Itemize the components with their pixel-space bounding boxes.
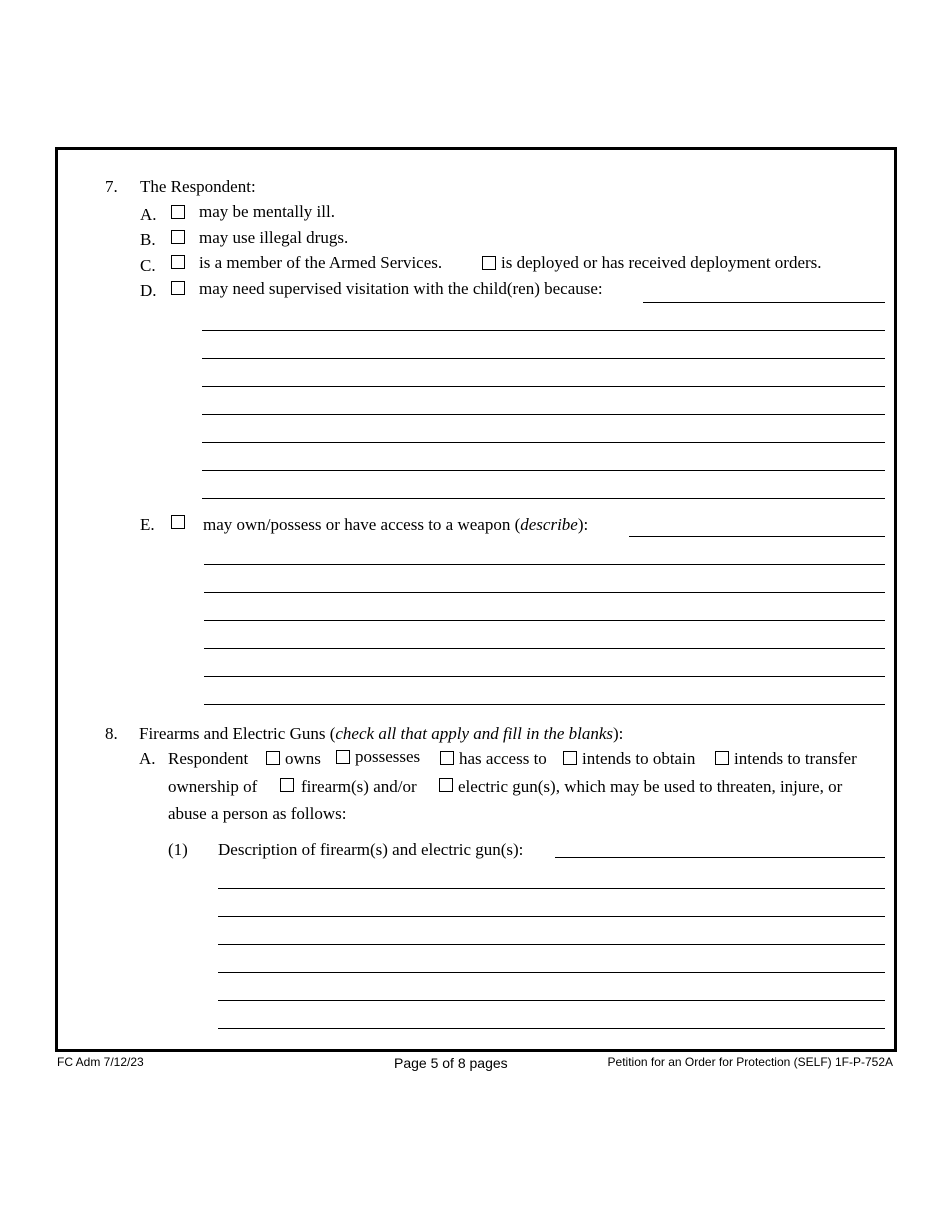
item-7d-fill-line[interactable] xyxy=(202,330,885,331)
item-7b-text: may use illegal drugs. xyxy=(199,228,349,247)
item-7d-fill-line[interactable] xyxy=(202,386,885,387)
item-7c-letter: C. xyxy=(140,256,156,275)
item-8a-letter: A. xyxy=(139,749,156,768)
item-7e-fill-line[interactable] xyxy=(204,648,885,649)
item-7c-deployed-checkbox[interactable] xyxy=(482,256,496,270)
owns-label: owns xyxy=(285,749,321,768)
sub-1-number: (1) xyxy=(168,840,188,859)
has-access-label: has access to xyxy=(459,749,547,768)
item-7e-text: may own/possess or have access to a weapon (describe): xyxy=(203,515,589,534)
item-7a-letter: A. xyxy=(140,205,157,224)
item-8a-lead: Respondent xyxy=(168,749,249,768)
intends-to-obtain-label: intends to obtain xyxy=(582,749,696,768)
intends-to-obtain-checkbox[interactable] xyxy=(563,751,577,765)
item-7a-checkbox[interactable] xyxy=(171,205,185,219)
item-7e-letter: E. xyxy=(140,515,155,534)
firearm-description-fill-line[interactable] xyxy=(218,1000,885,1001)
electric-guns-label: electric gun(s), which may be used to threaten, injure, or xyxy=(458,777,843,796)
item-7b-checkbox[interactable] xyxy=(171,230,185,244)
item-7e-fill-line[interactable] xyxy=(204,592,885,593)
item-7d-fill-line[interactable] xyxy=(202,358,885,359)
intends-to-transfer-label: intends to transfer xyxy=(734,749,857,768)
item-7e-fill-line[interactable] xyxy=(204,564,885,565)
item-7d-fill-line[interactable] xyxy=(202,470,885,471)
item-7c-deployed-text: is deployed or has received deployment orders. xyxy=(501,253,822,272)
item-7e-fill-line[interactable] xyxy=(629,536,885,537)
item-7c-checkbox[interactable] xyxy=(171,255,185,269)
item-7d-letter: D. xyxy=(140,281,157,300)
item-7e-fill-line[interactable] xyxy=(204,704,885,705)
footer-form-title: Petition for an Order for Protection (SELF) 1F-P-752A xyxy=(607,1055,893,1069)
possesses-checkbox[interactable] xyxy=(336,750,350,764)
sub-1-text: Description of firearm(s) and electric gun(s): xyxy=(218,840,524,859)
firearm-description-fill-line[interactable] xyxy=(218,972,885,973)
item-7e-checkbox[interactable] xyxy=(171,515,185,529)
item-7d-fill-line[interactable] xyxy=(202,414,885,415)
section-8-number: 8. xyxy=(105,724,118,743)
item-7c-text: is a member of the Armed Services. xyxy=(199,253,443,272)
item-7a-text: may be mentally ill. xyxy=(199,202,335,221)
electric-guns-checkbox[interactable] xyxy=(439,778,453,792)
footer-page-number: Page 5 of 8 pages xyxy=(394,1055,508,1071)
item-7d-checkbox[interactable] xyxy=(171,281,185,295)
item-7d-text: may need supervised visitation with the child(ren) because: xyxy=(199,279,603,298)
item-7e-fill-line[interactable] xyxy=(204,676,885,677)
firearm-description-fill-line[interactable] xyxy=(218,944,885,945)
possesses-label: possesses xyxy=(355,747,421,766)
firearms-checkbox[interactable] xyxy=(280,778,294,792)
item-7d-fill-line[interactable] xyxy=(202,442,885,443)
ownership-of-text: ownership of xyxy=(168,777,258,796)
item-7d-fill-line[interactable] xyxy=(202,498,885,499)
footer-form-code: FC Adm 7/12/23 xyxy=(57,1055,144,1069)
firearm-description-fill-line[interactable] xyxy=(218,888,885,889)
firearms-label: firearm(s) and/or xyxy=(301,777,417,796)
firearm-description-fill-line[interactable] xyxy=(218,916,885,917)
firearm-description-fill-line[interactable] xyxy=(555,857,885,858)
section-8-title: Firearms and Electric Guns (check all that apply and fill in the blanks): xyxy=(139,724,624,743)
section-7-title: The Respondent: xyxy=(140,177,256,196)
item-7e-fill-line[interactable] xyxy=(204,620,885,621)
item-7d-fill-line[interactable] xyxy=(643,302,885,303)
abuse-text: abuse a person as follows: xyxy=(168,804,347,823)
section-7-number: 7. xyxy=(105,177,118,196)
owns-checkbox[interactable] xyxy=(266,751,280,765)
has-access-checkbox[interactable] xyxy=(440,751,454,765)
intends-to-transfer-checkbox[interactable] xyxy=(715,751,729,765)
firearm-description-fill-line[interactable] xyxy=(218,1028,885,1029)
item-7b-letter: B. xyxy=(140,230,156,249)
